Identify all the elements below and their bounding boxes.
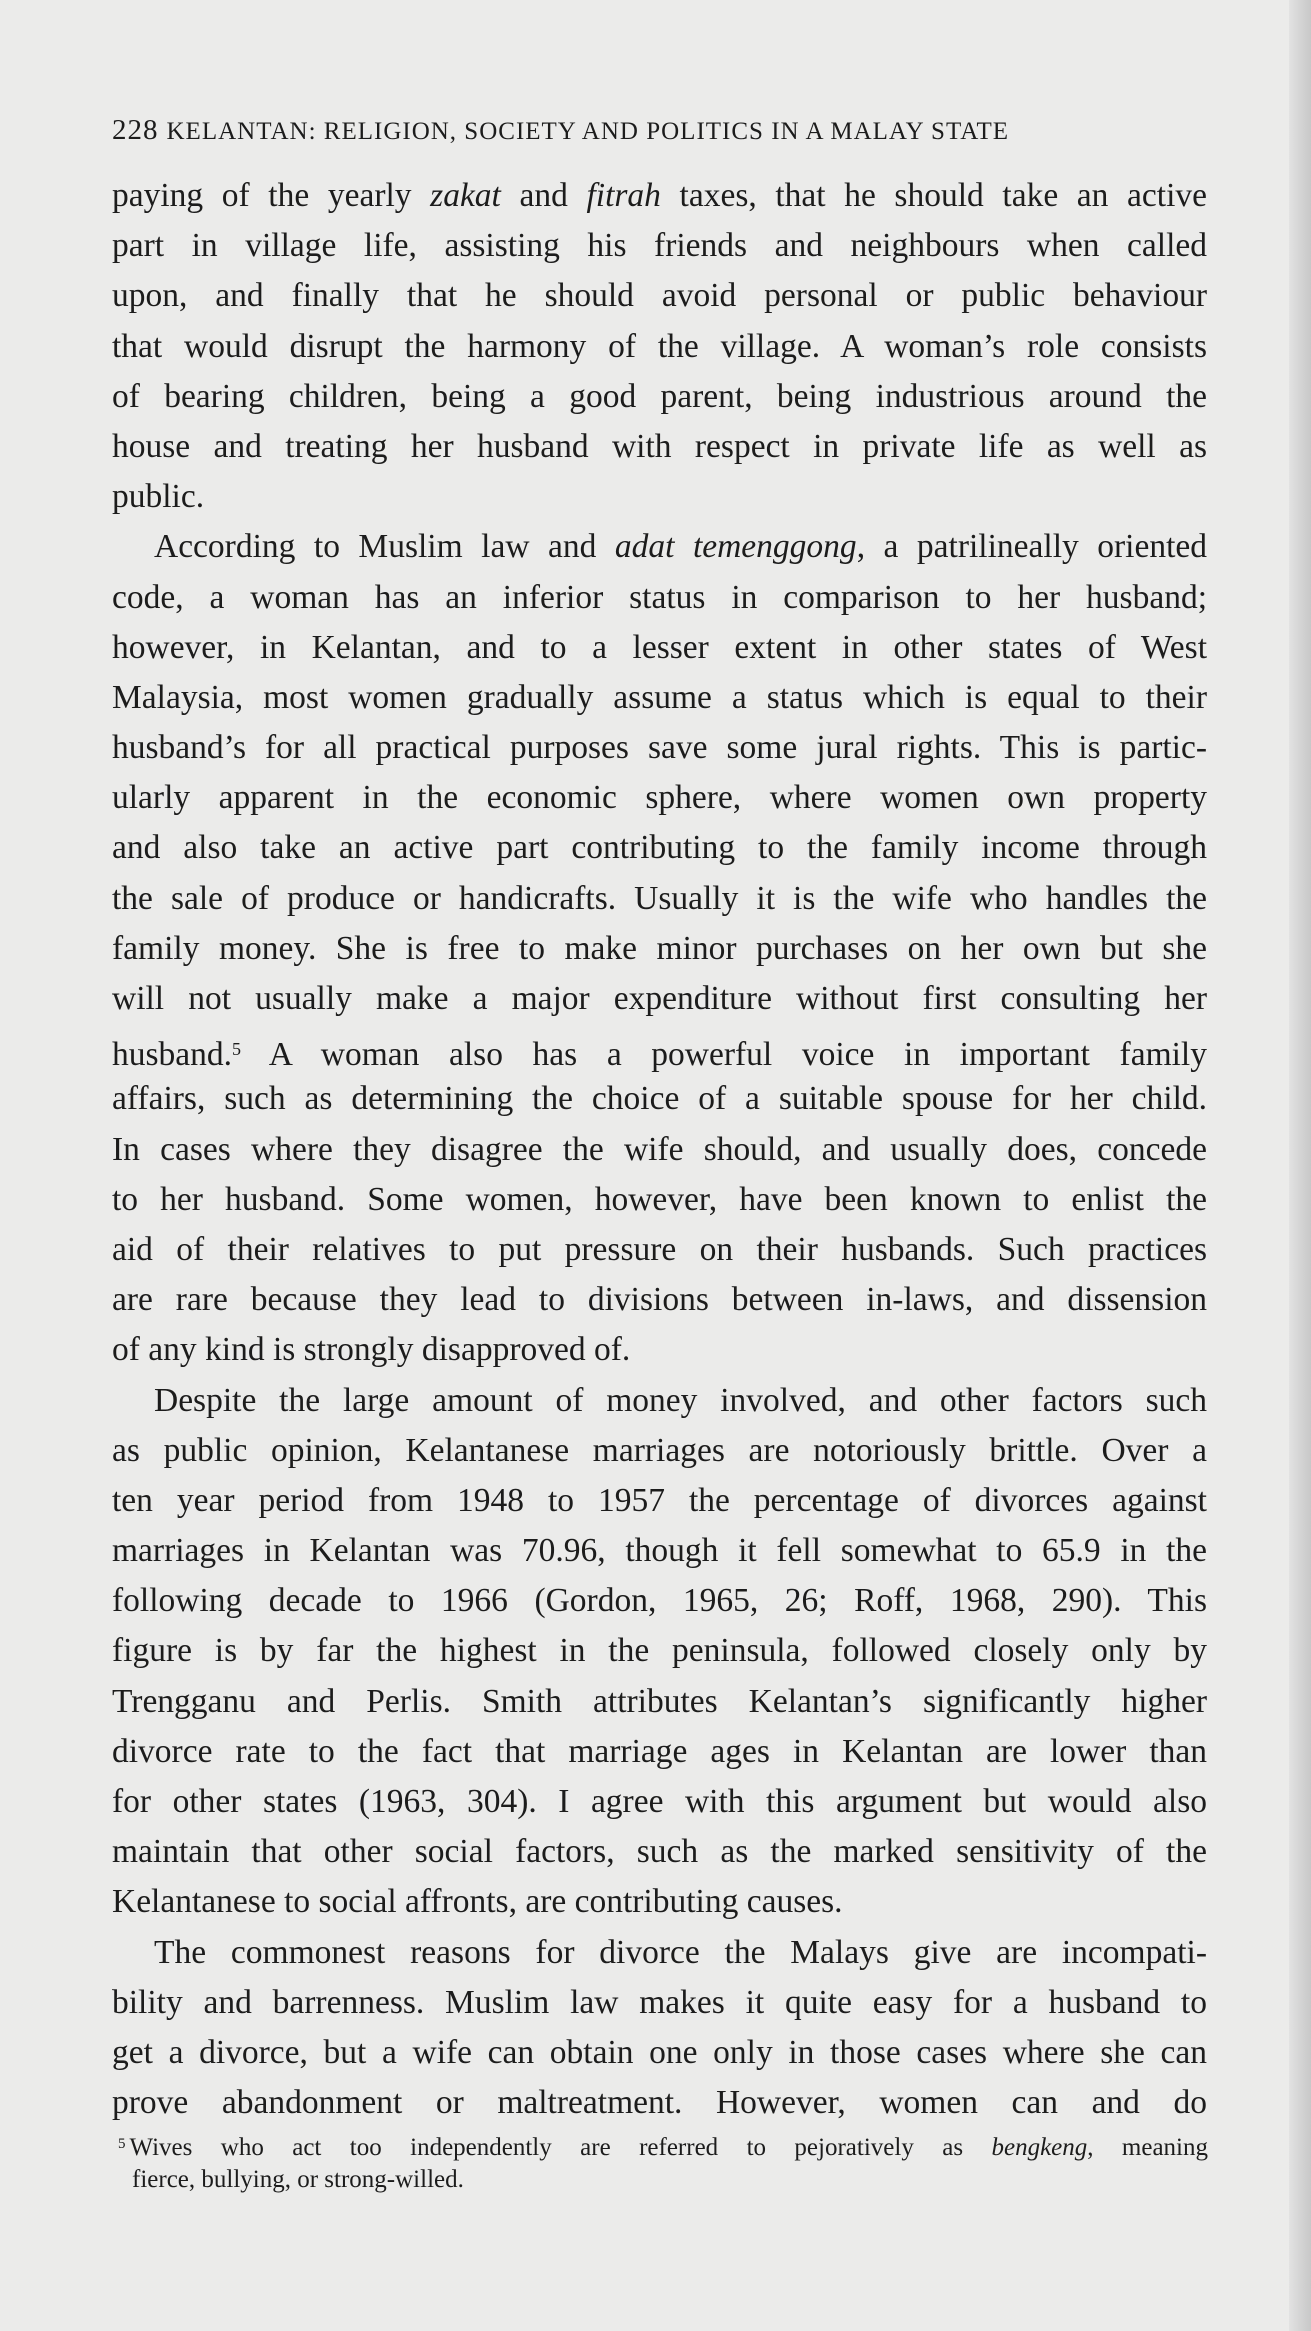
text-line [112, 221, 1207, 271]
text-run: get a divorce, but a wife can obtain one only in those cases where she can [112, 2033, 1207, 2071]
text-run: ularly apparent in the economic sphere, where women own property [112, 779, 1207, 817]
text-run: family money. She is free to make minor purchases on her own but she [112, 929, 1207, 967]
text-line [112, 974, 1207, 1024]
text-run: prove abandonment or maltreatment. However, women can and do [112, 2084, 1207, 2122]
text-line [112, 773, 1207, 823]
text-run: however, in Kelantan, and to a lesser extent in other states of West [112, 628, 1207, 666]
text-run: According to Muslim law and [154, 528, 615, 566]
footnote-line: fierce, bullying, or strong-willed. [132, 2166, 464, 2193]
text-run: Kelantanese to social affronts, are contributing causes. [112, 1883, 843, 1921]
text-run: Despite the large amount of money involved, and other factors such [154, 1381, 1207, 1419]
text-run: paying of the yearly [112, 177, 431, 214]
text-run: to her husband. Some women, however, have been known to enlist the [112, 1180, 1207, 1218]
text-line [112, 271, 1207, 321]
text-run: husband’s for all practical purposes save some jural rights. This is partic- [112, 729, 1207, 767]
text-line [112, 171, 1207, 221]
text-line [112, 1827, 1207, 1877]
text-line [112, 1526, 1207, 1576]
text-run: and also take an active part contributing to the family income through [112, 829, 1207, 867]
footnote-text: Wives who act too independently are referred to pejoratively as [129, 2134, 992, 2161]
text-line [112, 573, 1207, 623]
text-line [112, 1626, 1207, 1676]
footnote-reference: 5 [232, 1039, 242, 1060]
text-line [112, 924, 1207, 974]
body-text [112, 171, 1207, 2128]
italic-term: adat temenggong [614, 528, 857, 566]
text-run: maintain that other social factors, such as the marked sensitivity of the [112, 1833, 1207, 1871]
text-line [112, 372, 1207, 422]
text-line [112, 823, 1207, 873]
text-run: part in village life, assisting his friends and neighbours when called [112, 227, 1207, 265]
text-run: of any kind is strongly disapproved of. [112, 1331, 631, 1369]
italic-term: zakat [430, 177, 501, 214]
running-title: KELANTAN: RELIGION, SOCIETY AND POLITICS IN A MALAY STATE [166, 118, 1010, 145]
text-run: , a patrilineally oriented [856, 528, 1208, 566]
text-line [112, 1074, 1207, 1124]
text-line [112, 723, 1207, 773]
text-line [112, 422, 1207, 472]
text-run: Trengganu and Perlis. Smith attributes Kelantan’s significantly higher [112, 1682, 1207, 1720]
footnote [118, 2128, 1208, 2196]
text-line [112, 2028, 1207, 2078]
text-line [112, 1275, 1207, 1325]
footnote-text: , meaning [1087, 2134, 1209, 2161]
text-line [112, 1677, 1207, 1727]
text-run: will not usually make a major expenditure without first consulting her [112, 980, 1207, 1017]
text-run: A woman also has a powerful voice in important family [241, 1036, 1207, 1074]
text-run: figure is by far the highest in the peninsula, followed closely only by [112, 1632, 1207, 1670]
text-run: divorce rate to the fact that marriage ages in Kelantan are lower than [112, 1732, 1207, 1770]
text-line [112, 673, 1207, 723]
footnote-marker: 5 [118, 2136, 126, 2152]
text-run: affairs, such as determining the choice of a suitable spouse for her child. [112, 1080, 1207, 1118]
text-line [112, 874, 1207, 924]
text-line [112, 623, 1207, 673]
text-run: husband. [112, 1036, 233, 1074]
page-edge [1289, 0, 1311, 2331]
text-run: aid of their relatives to put pressure on their husbands. Such practices [112, 1230, 1207, 1268]
text-line [112, 1225, 1207, 1275]
text-run: of bearing children, being a good parent, being industrious around the [112, 377, 1207, 415]
text-run: Malaysia, most women gradually assume a status which is equal to their [112, 678, 1207, 716]
text-line [112, 1175, 1207, 1225]
text-run: public. [112, 478, 205, 516]
italic-term: fitrah [586, 177, 661, 214]
text-line [112, 322, 1207, 372]
text-line [112, 1928, 1207, 1978]
footnote-line [118, 2128, 1208, 2164]
text-line [112, 1024, 1207, 1074]
text-line [112, 1325, 1207, 1375]
text-run: that would disrupt the harmony of the village. A woman’s role consists [112, 327, 1207, 365]
page-number: 228 [112, 114, 159, 146]
text-run: for other states (1963, 304). I agree with this argument but would also [112, 1783, 1207, 1820]
text-line [112, 1376, 1207, 1426]
text-run: bility and barrenness. Muslim law makes it quite easy for a husband to [112, 1983, 1207, 2021]
text-run: and [500, 177, 587, 214]
text-run: are rare because they lead to divisions between in-laws, and dissension [112, 1281, 1207, 1319]
text-line [112, 1777, 1207, 1827]
text-run: upon, and finally that he should avoid personal or public behaviour [112, 277, 1207, 315]
text-line [112, 522, 1207, 572]
running-header [112, 112, 1212, 150]
text-run: house and treating her husband with respect in private life as well as [112, 427, 1207, 465]
text-line [112, 1426, 1207, 1476]
text-line [112, 1978, 1207, 2028]
text-run: the sale of produce or handicrafts. Usually it is the wife who handles the [112, 879, 1207, 917]
text-line [112, 1125, 1207, 1175]
text-line [112, 1476, 1207, 1526]
text-run: The commonest reasons for divorce the Malays give are incompati- [154, 1933, 1207, 1971]
footnote-term: bengkeng [991, 2134, 1088, 2161]
text-line [112, 1877, 1207, 1927]
text-line [112, 1727, 1207, 1777]
text-run: In cases where they disagree the wife should, and usually does, concede [112, 1130, 1207, 1168]
text-run: as public opinion, Kelantanese marriages are notoriously brittle. Over a [112, 1431, 1207, 1469]
text-run: code, a woman has an inferior status in comparison to her husband; [112, 578, 1207, 616]
text-run: following decade to 1966 (Gordon, 1965, 26; Roff, 1968, 290). This [112, 1582, 1207, 1620]
text-line [112, 472, 1207, 522]
text-run: ten year period from 1948 to 1957 the percentage of divorces against [112, 1481, 1207, 1519]
text-line [112, 2078, 1207, 2128]
text-run: taxes, that he should take an active [660, 177, 1207, 214]
text-line [112, 1576, 1207, 1626]
text-run: marriages in Kelantan was 70.96, though it fell somewhat to 65.9 in the [112, 1532, 1207, 1570]
